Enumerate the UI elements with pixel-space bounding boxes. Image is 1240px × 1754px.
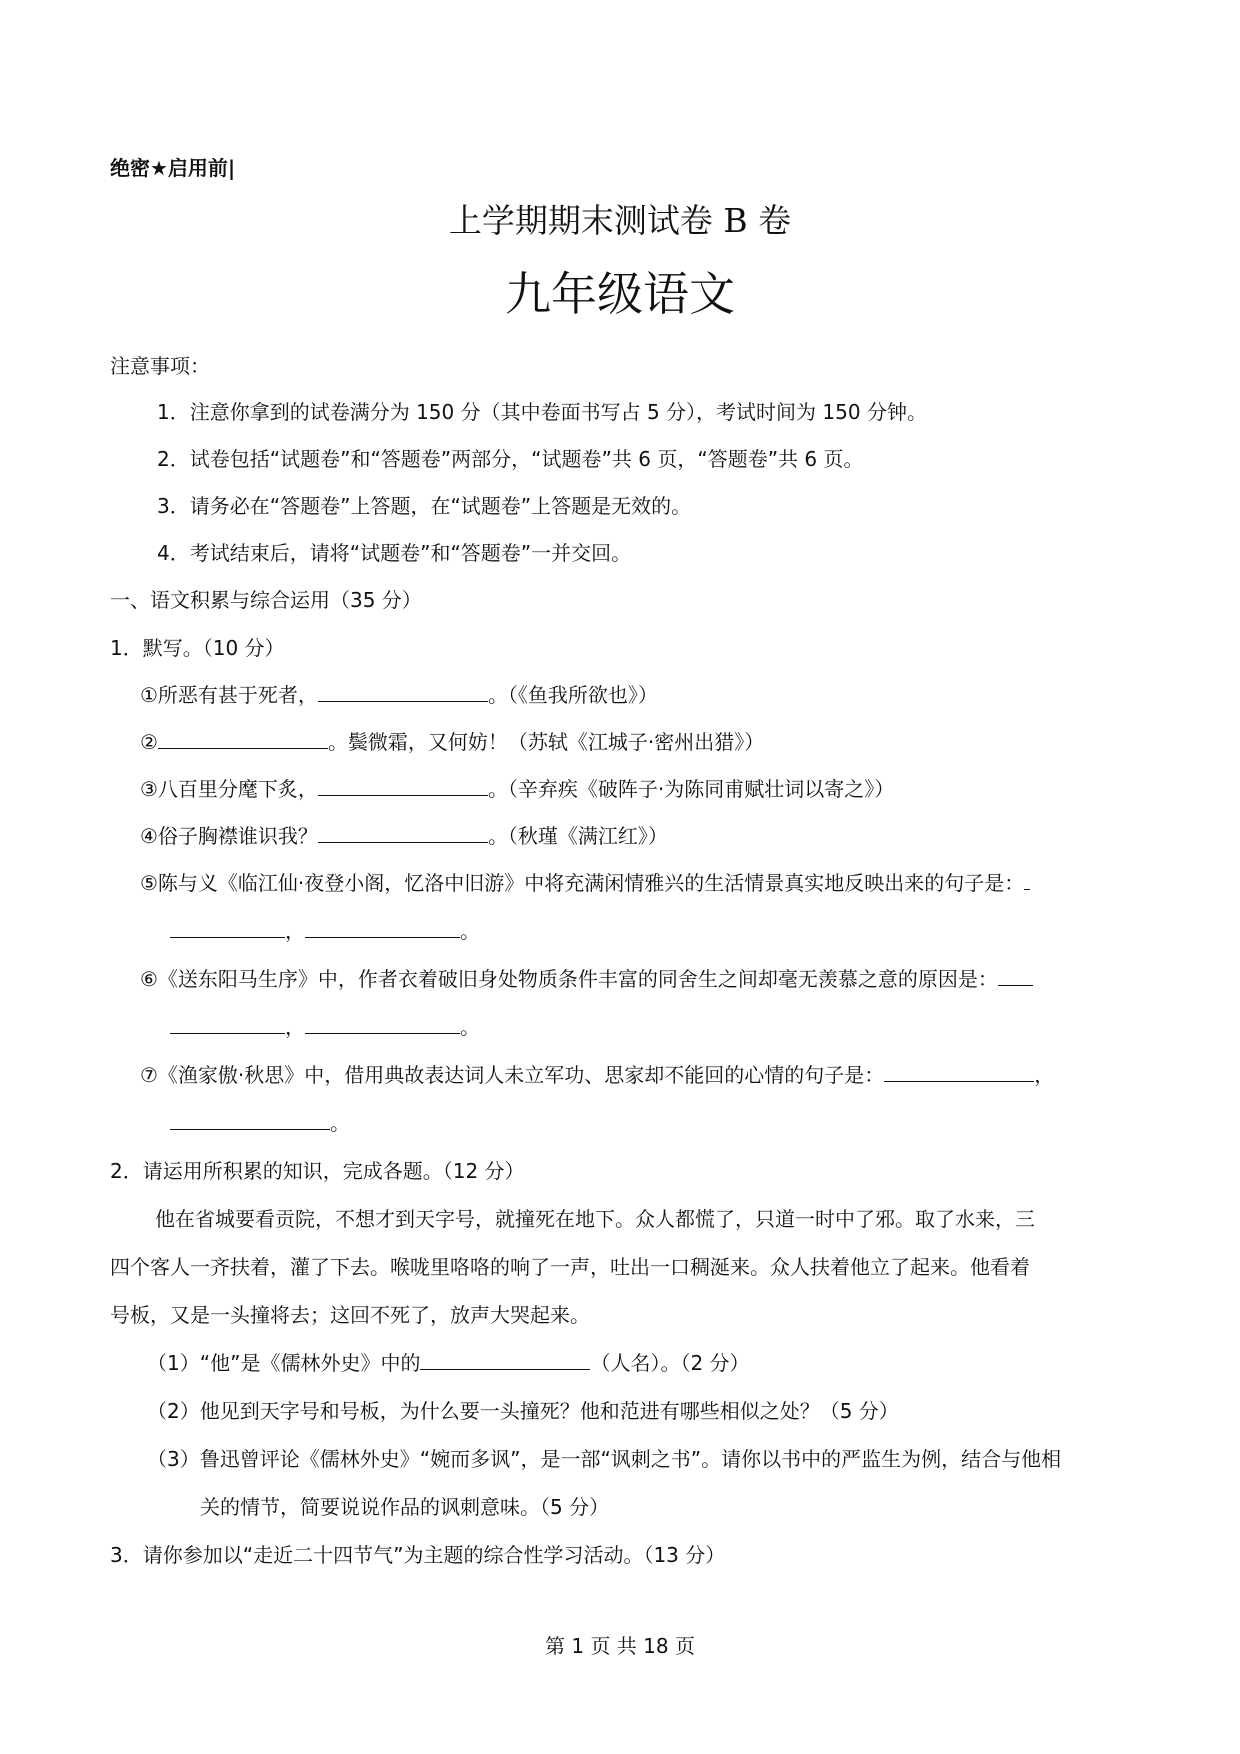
- answer-blank[interactable]: [1024, 869, 1030, 890]
- answer-blank[interactable]: [884, 1061, 1034, 1082]
- recite-item-6: [140, 963, 1033, 992]
- recite-text: ④俗子胸襟谁识我？: [140, 824, 318, 848]
- recite-text: ③八百里分麾下炙，: [140, 777, 318, 801]
- recite-source: 。鬓微霜，又何妨！（苏轼《江城子·密州出猎》）: [327, 730, 765, 754]
- recite-text: ①所恶有甚于死者，: [140, 683, 318, 707]
- page-number: 第 1 页 共 18 页: [545, 1634, 695, 1658]
- answer-blank[interactable]: [998, 965, 1033, 986]
- answer-blank[interactable]: [420, 1349, 590, 1370]
- notice-item: 2．试卷包括“试题卷”和“答题卷”两部分，“试题卷”共 6 页，“答题卷”共 6 页。: [157, 447, 864, 471]
- answer-blank[interactable]: [305, 917, 460, 938]
- exam-subtitle: 上学期期末测试卷 B 卷: [448, 201, 792, 240]
- recite-source: 。（辛弃疾《破阵子·为陈同甫赋壮词以寄之》）: [487, 777, 895, 801]
- recite-item-7: [140, 1059, 1054, 1088]
- recite-text: ⑤陈与义《临江仙·夜登小阁，忆洛中旧游》中将充满闲情雅兴的生活情景真实地反映出来的句子是：: [140, 871, 1025, 895]
- recite-item-2: [140, 726, 764, 755]
- recite-text: ②: [140, 730, 158, 754]
- answer-blank[interactable]: [170, 1109, 330, 1130]
- notice-heading: 注意事项：: [110, 354, 210, 378]
- passage-line: 他在省城要看贡院，不想才到天字号，就撞死在地下。众人都慌了，只道一时中了邪。取了水来，三: [155, 1207, 1035, 1231]
- recite-item-6-answer: [170, 1011, 480, 1040]
- passage-line: 号板，又是一头撞将去；这回不死了，放声大哭起来。: [110, 1303, 590, 1327]
- subquestion-3: （3）鲁迅曾评论《儒林外史》“婉而多讽”，是一部“讽刺之书”。请你以书中的严监生为例，结合与他相: [147, 1447, 1062, 1471]
- recite-item-1: [140, 679, 658, 708]
- recite-text: ⑥《送东阳马生序》中，作者衣着破旧身处物质条件丰富的同舍生之间却毫无羡慕之意的原因是：: [140, 967, 998, 991]
- comma: ，: [285, 919, 305, 943]
- period: 。: [460, 919, 480, 943]
- recite-source: 。（秋瑾《满江红》）: [487, 824, 668, 848]
- recite-item-3: [140, 773, 894, 802]
- subquestion-2: （2）他见到天字号和号板，为什么要一头撞死？他和范进有哪些相似之处？（5 分）: [147, 1399, 899, 1423]
- period: 。: [460, 1015, 480, 1039]
- answer-blank[interactable]: [170, 1013, 285, 1034]
- answer-blank[interactable]: [318, 822, 488, 843]
- period: 。: [330, 1111, 350, 1135]
- notice-item: 4．考试结束后，请将“试题卷”和“答题卷”一并交回。: [157, 541, 632, 565]
- notice-item: 3．请务必在“答题卷”上答题，在“试题卷”上答题是无效的。: [157, 494, 692, 518]
- section-heading: 一、语文积累与综合运用（35 分）: [110, 588, 422, 612]
- question-2-heading: 2．请运用所积累的知识，完成各题。（12 分）: [110, 1159, 525, 1183]
- answer-blank[interactable]: [318, 775, 488, 796]
- answer-blank[interactable]: [158, 728, 328, 749]
- subquestion-points: （人名）。（2 分）: [590, 1351, 750, 1375]
- question-1-heading: 1．默写。（10 分）: [110, 636, 285, 660]
- comma: ，: [285, 1015, 305, 1039]
- recite-item-7-answer: [170, 1107, 350, 1136]
- confidential-mark: 绝密★启用前|: [110, 156, 236, 180]
- notice-item: 1．注意你拿到的试卷满分为 150 分（其中卷面书写占 5 分），考试时间为 150 分钟。: [157, 400, 927, 424]
- exam-title: 九年级语文: [505, 267, 735, 321]
- recite-item-4: [140, 820, 668, 849]
- answer-blank[interactable]: [170, 917, 285, 938]
- recite-text: ⑦《渔家傲·秋思》中，借用典故表达词人未立军功、思家却不能回的心情的句子是：: [140, 1063, 885, 1087]
- recite-item-5-answer: [170, 915, 480, 944]
- passage-line: 四个客人一齐扶着，灌了下去。喉咙里咯咯的响了一声，吐出一口稠涎来。众人扶着他立了起来。他看着: [110, 1255, 1030, 1279]
- comma: ，: [1034, 1063, 1055, 1087]
- subquestion-text: （1）“他”是《儒林外史》中的: [147, 1351, 421, 1375]
- answer-blank[interactable]: [318, 681, 488, 702]
- subquestion-1: [147, 1347, 750, 1376]
- subquestion-3-cont: 关的情节，简要说说作品的讽刺意味。（5 分）: [200, 1495, 610, 1519]
- recite-source: 。（《鱼我所欲也》）: [487, 683, 658, 707]
- question-3-heading: 3．请你参加以“走近二十四节气”为主题的综合性学习活动。（13 分）: [110, 1543, 726, 1567]
- answer-blank[interactable]: [305, 1013, 460, 1034]
- recite-item-5: [140, 867, 1030, 896]
